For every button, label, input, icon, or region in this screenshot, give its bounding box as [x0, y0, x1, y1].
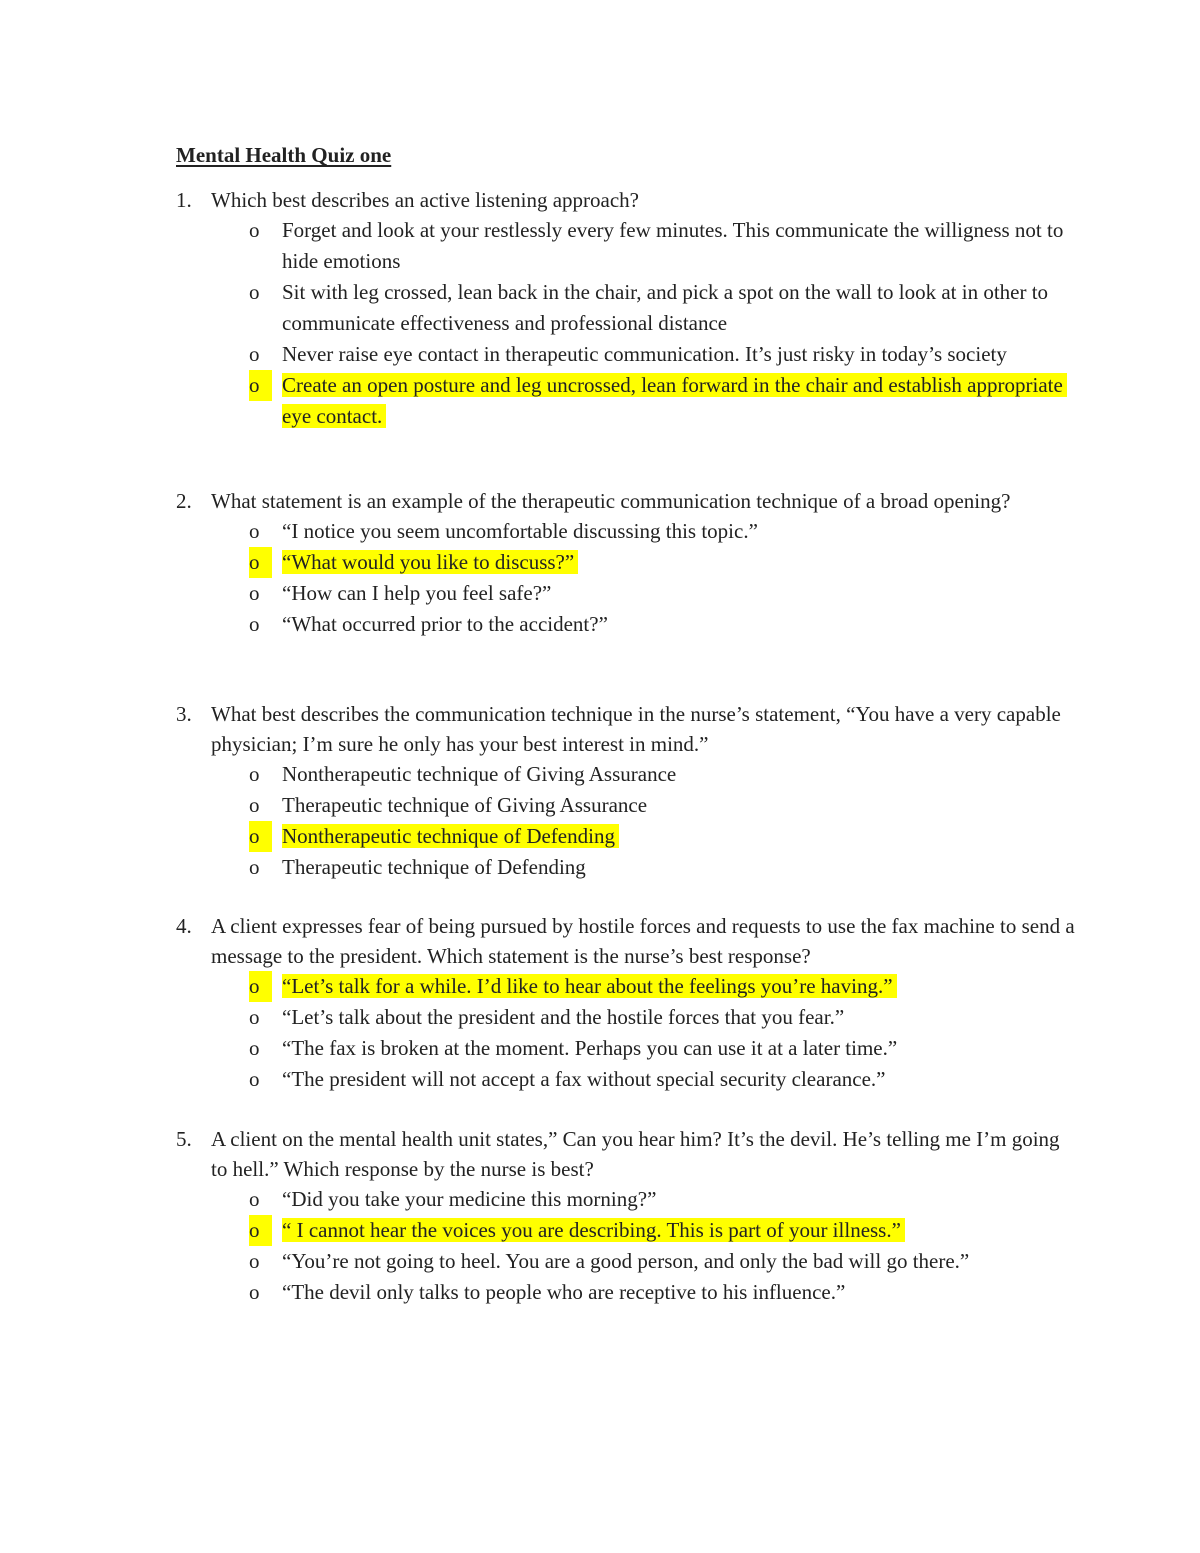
option-item	[176, 339, 1076, 370]
option-item-answer	[176, 1215, 1076, 1246]
option-text: “Did you take your medicine this morning?”	[282, 1187, 657, 1211]
question-text: A client expresses fear of being pursued by hostile forces and requests to use the fax machine to send a message to the president. Which statement is the nurse’s best response?	[211, 914, 1075, 968]
option-text: “You’re not going to heel. You are a good person, and only the bad will go there.”	[282, 1249, 970, 1273]
question-number: 1.	[176, 188, 192, 212]
option-text: “What occurred prior to the accident?”	[282, 612, 608, 636]
bullet-icon: o	[249, 793, 260, 817]
bullet-icon: o	[249, 855, 260, 879]
option-list	[176, 215, 1076, 432]
option-item	[176, 516, 1076, 547]
option-text: “The fax is broken at the moment. Perhaps you can use it at a later time.”	[282, 1036, 898, 1060]
bullet-icon: o	[249, 971, 272, 1002]
option-item	[176, 277, 1076, 339]
option-text: Forget and look at your restlessly every few minutes. This communicate the willigness not to hide emotions	[282, 218, 1064, 273]
option-text: “The devil only talks to people who are receptive to his influence.”	[282, 1280, 846, 1304]
bullet-icon: o	[249, 1249, 260, 1273]
option-item	[176, 759, 1076, 790]
option-item	[176, 215, 1076, 277]
bullet-icon: o	[249, 762, 260, 786]
option-list	[176, 759, 1076, 883]
option-list	[176, 516, 1076, 640]
bullet-icon: o	[249, 370, 272, 401]
option-item-answer	[176, 547, 1076, 578]
option-item	[176, 1064, 1076, 1095]
bullet-icon: o	[249, 1067, 260, 1091]
option-text-highlighted: “ I cannot hear the voices you are describing. This is part of your illness.”	[282, 1218, 905, 1242]
bullet-icon: o	[249, 612, 260, 636]
option-list	[176, 1184, 1076, 1308]
option-text: Therapeutic technique of Defending	[282, 855, 586, 879]
bullet-icon: o	[249, 1187, 260, 1211]
option-item	[176, 1277, 1076, 1308]
question-1	[176, 185, 1076, 432]
question-2	[176, 486, 1076, 640]
option-item	[176, 790, 1076, 821]
bullet-icon: o	[249, 821, 272, 852]
bullet-icon: o	[249, 547, 272, 578]
bullet-icon: o	[249, 1280, 260, 1304]
bullet-icon: o	[249, 280, 260, 304]
option-text-highlighted: “Let’s talk for a while. I’d like to hear about the feelings you’re having.”	[282, 974, 897, 998]
option-text-highlighted: Create an open posture and leg uncrossed, lean forward in the chair and establish appropriate eye contact.	[282, 373, 1067, 428]
question-text: A client on the mental health unit states,” Can you hear him? It’s the devil. He’s telling me I’m going to hell.” Which response by the nurse is best?	[211, 1127, 1060, 1181]
option-text: Therapeutic technique of Giving Assurance	[282, 793, 648, 817]
option-item	[176, 1246, 1076, 1277]
option-text: “How can I help you feel safe?”	[282, 581, 552, 605]
question-stem	[176, 486, 1076, 516]
question-5	[176, 1124, 1076, 1308]
question-3	[176, 699, 1076, 883]
question-number: 5.	[176, 1127, 192, 1151]
question-stem	[176, 699, 1076, 759]
option-text: Sit with leg crossed, lean back in the chair, and pick a spot on the wall to look at in other to communicate effectiveness and professional distance	[282, 280, 1049, 335]
bullet-icon: o	[249, 342, 260, 366]
option-item-answer	[176, 821, 1076, 852]
question-text: What best describes the communication technique in the nurse’s statement, “You have a very capable physician; I’m sure he only has your best interest in mind.”	[211, 702, 1061, 756]
bullet-icon: o	[249, 1215, 272, 1246]
bullet-icon: o	[249, 519, 260, 543]
bullet-icon: o	[249, 218, 260, 242]
question-4	[176, 911, 1076, 1095]
question-stem	[176, 1124, 1076, 1184]
option-text: Nontherapeutic technique of Giving Assurance	[282, 762, 677, 786]
bullet-icon: o	[249, 1005, 260, 1029]
option-text: Never raise eye contact in therapeutic communication. It’s just risky in today’s society	[282, 342, 1007, 366]
option-item	[176, 1033, 1076, 1064]
question-text: Which best describes an active listening approach?	[211, 188, 639, 212]
option-item	[176, 609, 1076, 640]
question-number: 2.	[176, 489, 192, 513]
question-number: 4.	[176, 914, 192, 938]
bullet-icon: o	[249, 581, 260, 605]
question-stem	[176, 911, 1076, 971]
option-list	[176, 971, 1076, 1095]
option-text: “The president will not accept a fax without special security clearance.”	[282, 1067, 886, 1091]
option-text-highlighted: “What would you like to discuss?”	[282, 550, 578, 574]
option-item	[176, 578, 1076, 609]
option-text-highlighted: Nontherapeutic technique of Defending	[282, 824, 619, 848]
option-item-answer	[176, 971, 1076, 1002]
bullet-icon: o	[249, 1036, 260, 1060]
option-item	[176, 1184, 1076, 1215]
option-item-answer	[176, 370, 1076, 432]
question-stem	[176, 185, 1076, 215]
option-item	[176, 852, 1076, 883]
question-text: What statement is an example of the therapeutic communication technique of a broad opening?	[211, 489, 1011, 513]
document-title: Mental Health Quiz one	[176, 143, 392, 167]
question-number: 3.	[176, 702, 192, 726]
option-text: “I notice you seem uncomfortable discussing this topic.”	[282, 519, 758, 543]
option-item	[176, 1002, 1076, 1033]
option-text: “Let’s talk about the president and the hostile forces that you fear.”	[282, 1005, 845, 1029]
